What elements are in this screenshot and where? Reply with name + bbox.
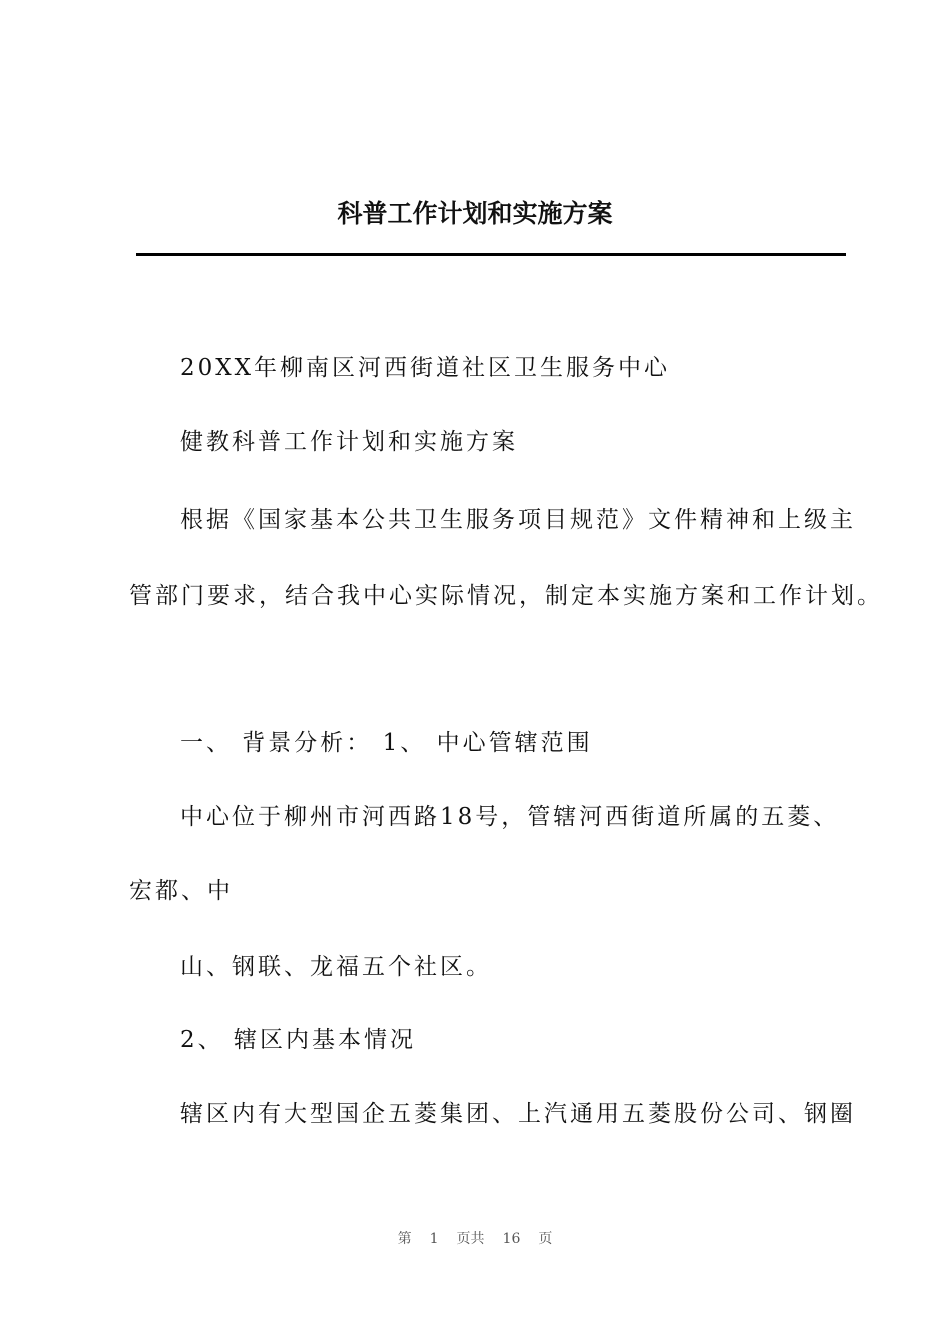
paragraph-scope-line-3: 山、钢联、龙福五个社区。 xyxy=(180,954,492,980)
paragraph-intro-line-1: 根据《国家基本公共卫生服务项目规范》文件精神和上级主 xyxy=(180,507,856,533)
page-footer xyxy=(0,1228,950,1250)
paragraph-header-line-2: 健教科普工作计划和实施方案 xyxy=(180,429,518,455)
footer-label-page: 第 xyxy=(397,1231,412,1247)
footer-label-of: 页共 xyxy=(456,1231,485,1247)
page-title: 科普工作计划和实施方案 xyxy=(337,199,613,228)
footer-current-page: 1 xyxy=(429,1231,439,1247)
paragraph-scope-line-1: 中心位于柳州市河西路18号，管辖河西街道所属的五菱、 xyxy=(180,804,840,830)
footer-total-pages: 16 xyxy=(502,1231,521,1247)
paragraph-header-line-1: 20XX年柳南区河西街道社区卫生服务中心 xyxy=(180,355,671,381)
paragraph-scope-line-2: 宏都、中 xyxy=(129,878,233,904)
paragraph-basic-info-line-1: 辖区内有大型国企五菱集团、上汽通用五菱股份公司、钢圈 xyxy=(180,1101,856,1127)
paragraph-intro-line-2: 管部门要求，结合我中心实际情况，制定本实施方案和工作计划。 xyxy=(129,583,883,609)
footer-label-pages: 页 xyxy=(538,1231,553,1247)
section-heading-background: 一、 背景分析： 1、 中心管辖范围 xyxy=(180,730,593,756)
title-divider xyxy=(136,253,846,256)
subsection-heading-basic-info: 2、 辖区内基本情况 xyxy=(180,1027,416,1053)
